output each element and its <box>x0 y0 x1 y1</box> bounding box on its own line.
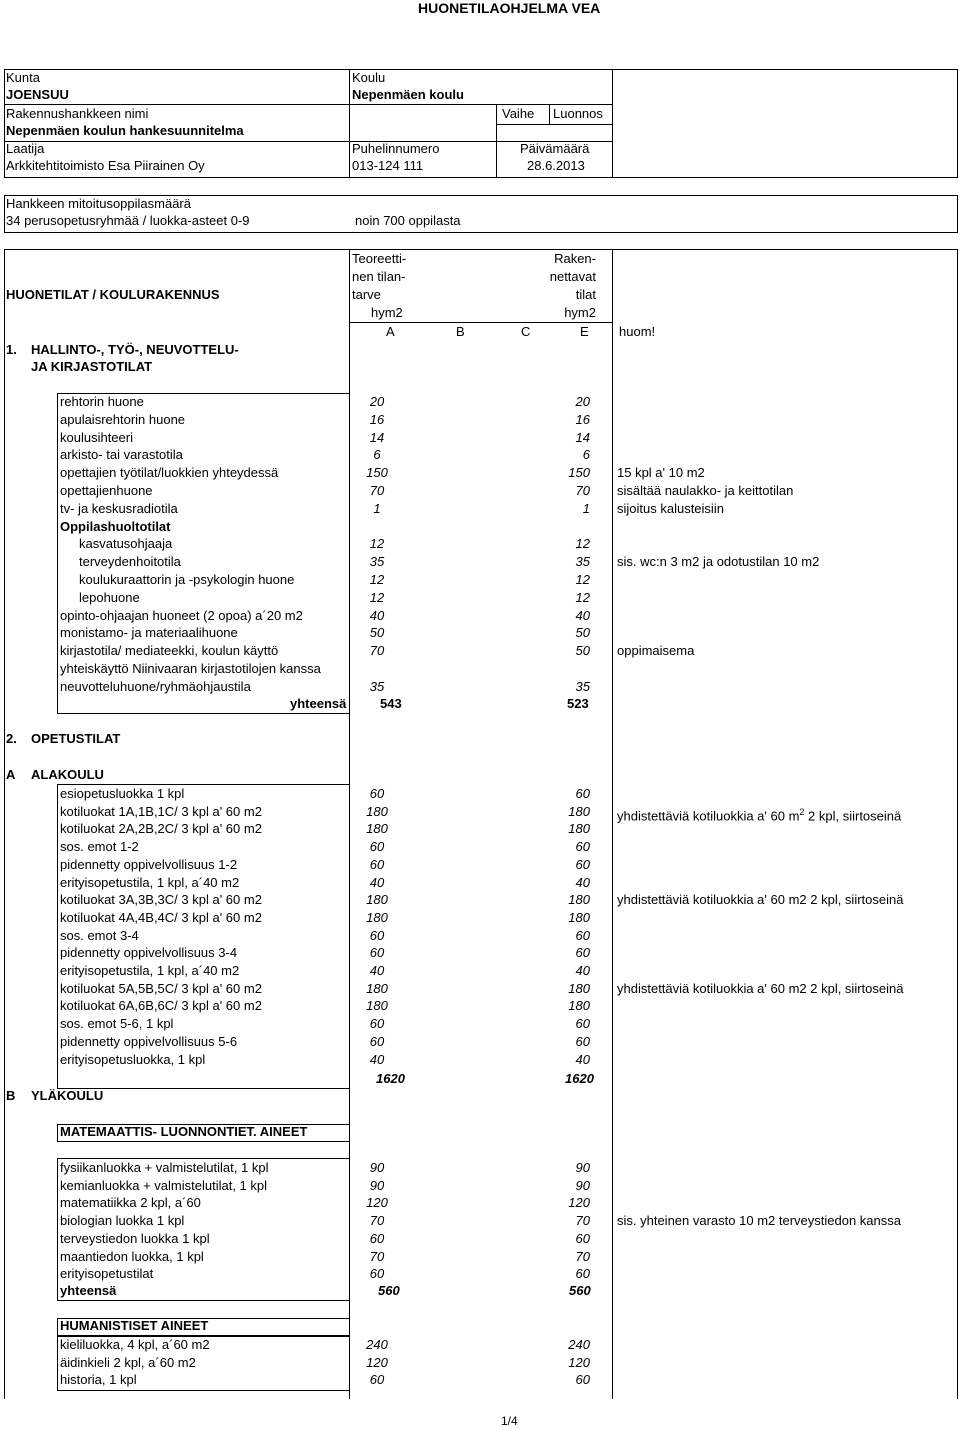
grid-line <box>4 69 5 178</box>
ala-row-value-e: 60 <box>575 839 590 855</box>
ala-row-label: sos. emot 3-4 <box>60 927 139 943</box>
ala-row-value-a: 60 <box>369 856 385 872</box>
ala-row-value-a: 180 <box>366 821 388 837</box>
s1-row-label: opettajienhuone <box>60 483 153 498</box>
ala-row-label: kotiluokat 3A,3B,3C/ 3 kpl a' 60 m2 <box>60 892 262 908</box>
ala-row-label: kotiluokat 5A,5B,5C/ 3 kpl a' 60 m2 <box>60 980 262 996</box>
mitoitus-value: 34 perusopetusryhmää / luokka-asteet 0-9 <box>6 213 250 228</box>
ala-row-label: kotiluokat 4A,4B,4C/ 3 kpl a' 60 m2 <box>60 909 262 925</box>
col-e-unit: hym2 <box>564 305 596 320</box>
s1-row-value-e: 35 <box>575 554 590 570</box>
s1-row-value-e: 14 <box>575 429 590 445</box>
mat-row-value-e: 120 <box>568 1195 590 1211</box>
mat-row-label: erityisopetustilat <box>60 1266 154 1282</box>
document-title: HUONETILAOHJELMA VEA <box>418 0 601 16</box>
grid-line <box>612 249 613 1399</box>
ala-row-label: erityisopetustila, 1 kpl, a´40 m2 <box>60 963 240 978</box>
ala-row-value-a: 40 <box>369 1051 385 1067</box>
ala-row-label: sos. emot 1-2 <box>60 839 139 855</box>
col-letter-e: E <box>580 324 589 339</box>
ala-row-label: kotiluokat 2A,2B,2C/ 3 kpl a' 60 m2 <box>60 821 262 837</box>
ala-row-note: yhdistettäviä kotiluokkia a' 60 m2 2 kpl, siirtoseinä <box>617 892 904 908</box>
alakoulu-total-a: 1620 <box>376 1071 405 1086</box>
s1-row-value-a: 20 <box>369 394 385 409</box>
s1-row-value-e: 40 <box>575 607 590 623</box>
section-1-total-e: 523 <box>567 696 589 711</box>
mat-row-label: maantiedon luokka, 1 kpl <box>60 1248 204 1264</box>
pvm-value: 28.6.2013 <box>527 158 585 173</box>
hum-row-value-e: 60 <box>575 1372 590 1388</box>
ala-row-value-e: 60 <box>575 945 590 961</box>
hum-row-value-a: 120 <box>366 1354 388 1370</box>
mat-title: MATEMAATTIS- LUONNONTIET. AINEET <box>60 1124 308 1139</box>
alakoulu-letter: A <box>6 767 16 782</box>
ala-row-value-a: 180 <box>366 998 388 1014</box>
ala-row-note: yhdistettäviä kotiluokkia a' 60 $m^2$ 2 kpl, siirtoseinä <box>617 806 902 824</box>
grid-line <box>57 784 58 1088</box>
mat-total-e: 560 <box>569 1283 591 1298</box>
ala-row-value-a: 60 <box>369 786 385 801</box>
col-e-header: tilat <box>575 287 596 302</box>
mat-row-value-e: 70 <box>575 1213 590 1229</box>
mat-row-label: matematiikka 2 kpl, a´60 <box>60 1195 201 1211</box>
grid-line <box>349 249 350 1399</box>
s1-row-value-a: 1 <box>373 500 381 516</box>
ala-row-value-a: 40 <box>369 963 385 978</box>
grid-line <box>4 104 612 105</box>
s1-row-value-e: 16 <box>575 411 590 427</box>
ala-row-value-a: 180 <box>366 892 388 908</box>
grid-line <box>57 1318 58 1335</box>
mat-row-value-a: 60 <box>369 1266 385 1282</box>
mat-row-value-a: 70 <box>369 1213 385 1229</box>
s1-row-value-e: 12 <box>575 589 590 605</box>
grid-line <box>549 104 550 124</box>
grid-line <box>57 1141 349 1142</box>
grid-line <box>4 249 958 250</box>
grid-line <box>57 1390 349 1391</box>
ala-row-value-a: 180 <box>366 909 388 925</box>
s1-row-value-e: 20 <box>575 394 590 409</box>
ala-row-value-a: 60 <box>369 839 385 855</box>
ala-row-value-e: 40 <box>575 963 590 978</box>
s1-row-value-a: 12 <box>369 589 385 605</box>
s1-row-label: yhteiskäyttö Niinivaaran kirjastotilojen kanssa <box>60 661 321 676</box>
mitoitus-label: Hankkeen mitoitusoppilasmäärä <box>6 196 191 211</box>
s1-row-value-e: 50 <box>575 625 590 641</box>
ylakoulu-letter: B <box>6 1088 16 1103</box>
section-header: HUONETILAT / KOULURAKENNUS <box>6 287 220 302</box>
hanke-value: Nepenmäen koulun hankesuunnitelma <box>6 123 244 138</box>
s1-row-value-a: 16 <box>369 411 385 427</box>
grid-line <box>4 177 958 178</box>
mat-row-value-a: 70 <box>369 1248 385 1264</box>
s1-row-label: neuvotteluhuone/ryhmäohjaustila <box>60 678 251 694</box>
ala-row-label: pidennetty oppivelvollisuus 3-4 <box>60 945 238 961</box>
ala-row-note: yhdistettäviä kotiluokkia a' 60 m2 2 kpl, siirtoseinä <box>617 980 904 996</box>
ala-row-value-e: 180 <box>568 980 590 996</box>
grid-line <box>57 1300 349 1301</box>
vaihe-value: Luonnos <box>553 106 603 121</box>
s1-row-note: sijoitus kalusteisiin <box>617 500 724 516</box>
grid-line <box>57 1158 58 1300</box>
ala-row-value-e: 180 <box>568 998 590 1014</box>
hum-row-value-e: 120 <box>568 1354 590 1370</box>
grid-line <box>57 1318 349 1319</box>
grid-line <box>4 232 958 233</box>
ala-row-value-e: 40 <box>575 1051 590 1067</box>
col-e-header: nettavat <box>549 269 596 284</box>
grid-line <box>57 1088 349 1089</box>
section-2-number: 2. <box>6 731 17 746</box>
ala-row-value-a: 60 <box>369 1033 385 1049</box>
ala-row-value-e: 180 <box>568 821 590 837</box>
s1-row-label: apulaisrehtorin huone <box>60 411 186 427</box>
s1-row-value-a: 70 <box>369 483 385 498</box>
mat-row-label: fysiikanluokka + valmistelutilat, 1 kpl <box>60 1160 269 1175</box>
ala-row-value-a: 60 <box>369 927 385 943</box>
col-a-header: nen tilan- <box>352 269 406 284</box>
s1-row-note: sis. wc:n 3 m2 ja odotustilan 10 m2 <box>617 554 820 570</box>
oppilasmaara: noin 700 oppilasta <box>355 213 461 228</box>
mat-row-value-e: 60 <box>575 1266 590 1282</box>
mat-total-a: 560 <box>378 1283 400 1298</box>
ala-row-value-a: 180 <box>366 803 388 819</box>
s1-row-value-e: 12 <box>575 572 590 587</box>
vaihe-label: Vaihe <box>502 106 535 121</box>
ala-row-label: erityisopetusluokka, 1 kpl <box>60 1051 206 1067</box>
s1-row-note: 15 kpl a' 10 m2 <box>617 465 705 481</box>
s1-row-value-e: 35 <box>575 678 590 694</box>
col-letter-a: A <box>386 324 395 339</box>
ala-row-value-e: 60 <box>575 1033 590 1049</box>
s1-row-value-a: 150 <box>366 465 388 481</box>
grid-line <box>496 124 612 125</box>
ala-row-label: esiopetusluokka 1 kpl <box>60 786 185 801</box>
s1-row-value-a: 70 <box>369 643 385 659</box>
puhelin-value: 013-124 111 <box>352 158 424 173</box>
col-a-header: tarve <box>352 287 381 302</box>
page-number: 1/4 <box>501 1414 518 1428</box>
s1-row-value-e: 70 <box>575 483 590 498</box>
ala-row-label: pidennetty oppivelvollisuus 1-2 <box>60 856 238 872</box>
koulu-value: Nepenmäen koulu <box>352 87 464 102</box>
mat-row-value-e: 90 <box>575 1160 590 1175</box>
mat-row-label: kemianluokka + valmistelutilat, 1 kpl <box>60 1177 268 1193</box>
ala-row-value-e: 60 <box>575 786 590 801</box>
s1-row-label: kasvatusohjaaja <box>79 536 173 552</box>
ala-row-label: kotiluokat 6A,6B,6C/ 3 kpl a' 60 m2 <box>60 998 262 1014</box>
grid-line <box>57 1124 349 1125</box>
laatija-value: Arkkitehtitoimisto Esa Piirainen Oy <box>6 158 205 173</box>
s1-row-label: lepohuone <box>79 589 140 605</box>
s1-row-label: terveydenhoitotila <box>79 554 181 570</box>
mat-row-note: sis. yhteinen varasto 10 m2 terveystiedon kanssa <box>617 1213 901 1229</box>
hum-row-label: äidinkieli 2 kpl, a´60 m2 <box>60 1354 196 1370</box>
ala-row-value-e: 60 <box>575 927 590 943</box>
laatija-label: Laatija <box>6 141 45 156</box>
mat-row-label: terveystiedon luokka 1 kpl <box>60 1230 210 1246</box>
s1-row-label: Oppilashuoltotilat <box>60 518 171 534</box>
alakoulu-title: ALAKOULU <box>31 767 104 782</box>
s1-row-value-a: 6 <box>373 447 381 463</box>
grid-line <box>349 322 612 323</box>
ala-row-label: kotiluokat 1A,1B,1C/ 3 kpl a' 60 m2 <box>60 803 262 819</box>
s1-row-label: koulusihteeri <box>60 429 133 445</box>
grid-line <box>4 69 958 70</box>
s1-row-value-e: 12 <box>575 536 590 552</box>
ala-row-value-e: 180 <box>568 803 590 819</box>
grid-line <box>957 195 958 232</box>
s1-row-label: monistamo- ja materiaalihuone <box>60 625 238 641</box>
mat-row-value-e: 70 <box>575 1248 590 1264</box>
s1-row-value-a: 50 <box>369 625 385 641</box>
s1-row-note: sisältää naulakko- ja keittotilan <box>617 483 794 498</box>
col-e-header: Raken- <box>554 251 596 266</box>
grid-line <box>57 713 349 714</box>
col-letter-b: B <box>456 324 465 339</box>
ala-row-value-a: 60 <box>369 945 385 961</box>
s1-row-label: kirjastotila/ mediateekki, koulun käyttö <box>60 643 279 659</box>
superscript: 2 <box>799 806 805 817</box>
col-letter-c: C <box>521 324 531 339</box>
mat-row-value-a: 90 <box>369 1160 385 1175</box>
s1-row-value-e: 1 <box>582 500 590 516</box>
col-a-header: Teoreetti- <box>352 251 407 266</box>
ala-row-value-e: 60 <box>575 1016 590 1032</box>
grid-line <box>57 1158 349 1159</box>
section-1-total-label: yhteensä <box>290 696 347 711</box>
hum-row-value-a: 60 <box>369 1372 385 1388</box>
grid-line <box>57 1336 58 1390</box>
koulu-label: Koulu <box>352 70 386 85</box>
section-1-title: HALLINTO-, TYÖ-, NEUVOTTELU- <box>31 342 239 357</box>
s1-row-value-a: 35 <box>369 678 385 694</box>
s1-row-value-a: 12 <box>369 536 385 552</box>
pvm-label: Päivämäärä <box>520 141 590 156</box>
hum-row-label: kieliluokka, 4 kpl, a´60 m2 <box>60 1337 210 1352</box>
s1-row-value-a: 14 <box>369 429 385 445</box>
grid-line <box>57 1336 349 1337</box>
kunta-value: JOENSUU <box>6 87 69 102</box>
grid-line <box>57 393 349 394</box>
s1-row-value-a: 12 <box>369 572 385 587</box>
hanke-label: Rakennushankkeen nimi <box>6 106 149 121</box>
s1-row-label: arkisto- tai varastotila <box>60 447 183 463</box>
ala-row-label: pidennetty oppivelvollisuus 5-6 <box>60 1033 238 1049</box>
grid-line <box>957 249 958 1399</box>
ala-row-label: sos. emot 5-6, 1 kpl <box>60 1016 174 1032</box>
mat-row-value-e: 60 <box>575 1230 590 1246</box>
mat-row-value-a: 120 <box>366 1195 388 1211</box>
hum-row-value-a: 240 <box>366 1337 388 1352</box>
ala-row-value-e: 40 <box>575 874 590 890</box>
s1-row-value-e: 50 <box>575 643 590 659</box>
s1-row-value-e: 150 <box>568 465 590 481</box>
mat-row-label: biologian luokka 1 kpl <box>60 1213 185 1229</box>
mat-row-value-a: 90 <box>369 1177 385 1193</box>
grid-line <box>612 69 613 178</box>
mat-total-label: yhteensä <box>60 1283 117 1298</box>
hum-title: HUMANISTISET AINEET <box>60 1318 209 1333</box>
ala-row-value-e: 60 <box>575 856 590 872</box>
s1-row-label: tv- ja keskusradiotila <box>60 500 178 516</box>
col-letter-huom: huom! <box>619 324 656 339</box>
grid-line <box>4 249 5 1399</box>
grid-line <box>57 784 349 785</box>
grid-line <box>349 69 350 178</box>
grid-line <box>57 393 58 713</box>
s1-row-value-e: 6 <box>582 447 590 463</box>
section-2-title: OPETUSTILAT <box>31 731 121 746</box>
ala-row-value-a: 180 <box>366 980 388 996</box>
puhelin-label: Puhelinnumero <box>352 141 440 156</box>
grid-line <box>57 1124 58 1141</box>
section-1-title: JA KIRJASTOTILAT <box>31 359 153 374</box>
grid-line <box>957 69 958 178</box>
kunta-label: Kunta <box>6 70 40 85</box>
grid-line <box>4 195 5 232</box>
s1-row-value-a: 35 <box>369 554 385 570</box>
ala-row-value-e: 180 <box>568 892 590 908</box>
ala-row-value-a: 60 <box>369 1016 385 1032</box>
hum-row-label: historia, 1 kpl <box>60 1372 137 1388</box>
mat-row-value-e: 90 <box>575 1177 590 1193</box>
s1-row-label: rehtorin huone <box>60 394 144 409</box>
col-a-unit: hym2 <box>371 305 403 320</box>
alakoulu-total-e: 1620 <box>565 1071 594 1086</box>
ala-row-value-a: 40 <box>369 874 385 890</box>
s1-row-label: opettajien työtilat/luokkien yhteydessä <box>60 465 279 481</box>
ylakoulu-title: YLÄKOULU <box>31 1088 104 1103</box>
s1-row-label: koulukuraattorin ja -psykologin huone <box>79 572 295 587</box>
section-1-total-a: 543 <box>380 696 402 711</box>
s1-row-note: oppimaisema <box>617 643 695 659</box>
ala-row-value-e: 180 <box>568 909 590 925</box>
hum-row-value-e: 240 <box>568 1337 590 1352</box>
s1-row-label: opinto-ohjaajan huoneet (2 opoa) a´20 m2 <box>60 607 303 623</box>
s1-row-value-a: 40 <box>369 607 385 623</box>
mat-row-value-a: 60 <box>369 1230 385 1246</box>
section-1-number: 1. <box>6 342 17 357</box>
ala-row-label: erityisopetustila, 1 kpl, a´40 m2 <box>60 874 240 890</box>
